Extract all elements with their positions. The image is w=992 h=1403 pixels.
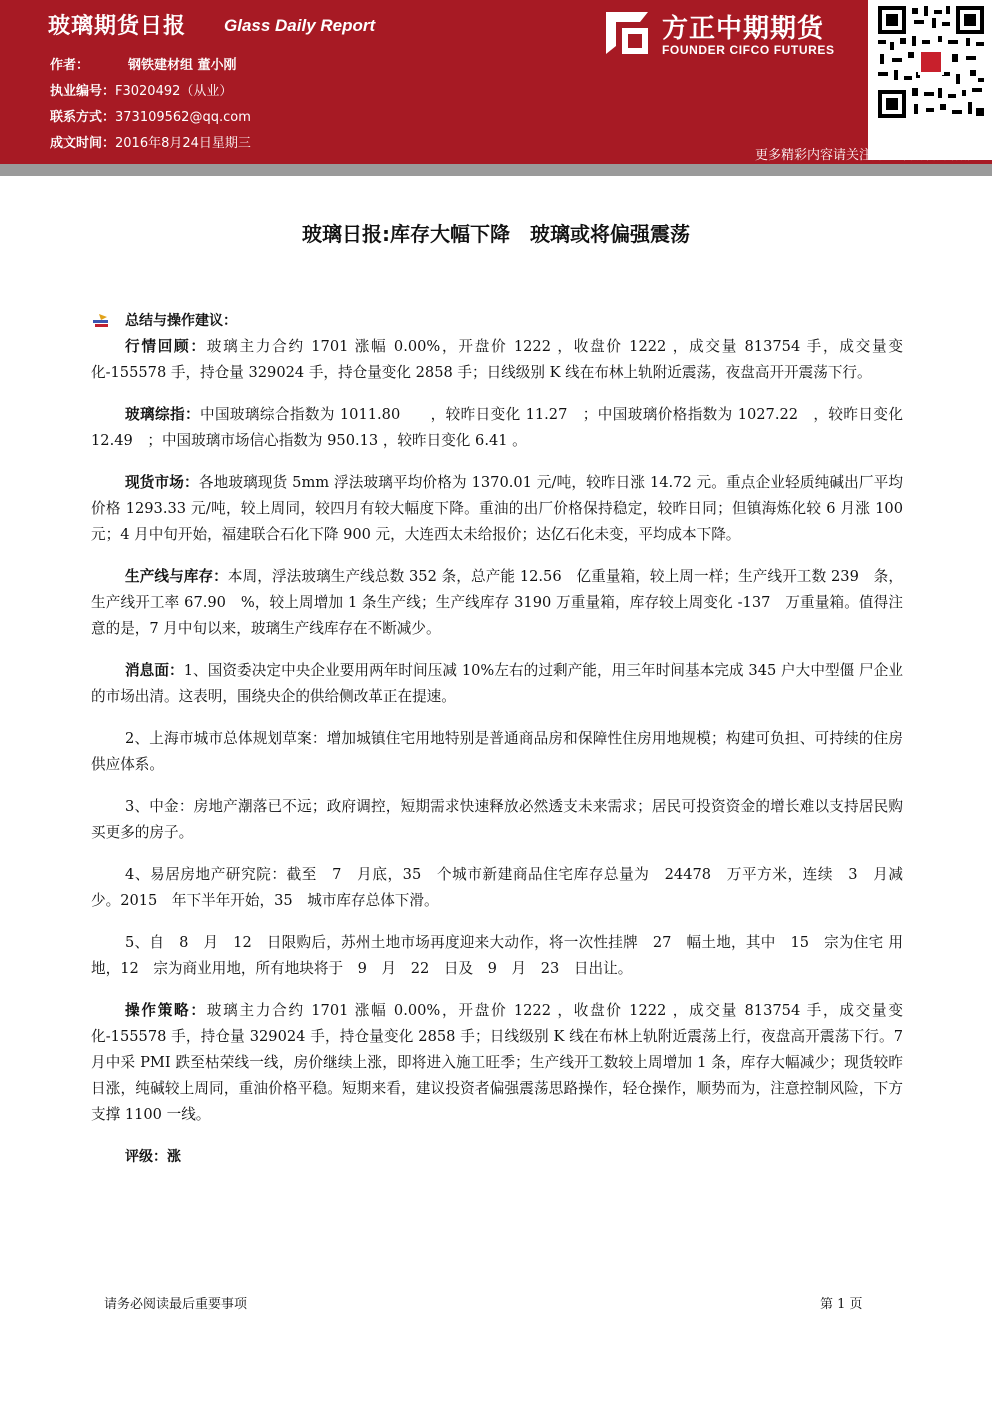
paragraph-news-3	[91, 794, 903, 846]
paragraph-news-1	[91, 658, 903, 710]
qr-code-icon	[876, 4, 986, 120]
header-gray-strip	[0, 164, 992, 176]
report-title-cn: 玻璃期货日报	[48, 14, 187, 39]
paragraph-text: 本周，浮法玻璃生产线总数 352 条，总产能 12.56 亿重量箱，较上周一样；生产线开工数 239 条，生产线开工率 67.90 %，较上周增加 1 条生产线；生产线库存 3190 万重量箱，库存较上周变化 -137 万重量箱。值得注意的是，7 月中旬以来，玻璃生产线库存在不断减少。	[91, 568, 903, 637]
paragraph-strategy	[91, 998, 903, 1128]
page-number: 第 1 页	[820, 1297, 863, 1312]
meta-author-label: 作者：	[50, 58, 90, 73]
paragraph-label: 消息面：	[125, 662, 184, 679]
paragraph-label: 行情回顾：	[125, 338, 207, 355]
paragraph-news-4	[91, 862, 903, 914]
meta-author-value: 钢铁建材组 董小刚	[128, 58, 237, 73]
company-logo	[602, 6, 862, 66]
paragraph-text: 3、中金：房地产潮落已不远；政府调控，短期需求快速释放必然透支未来需求；居民可投资资金的增长难以支持居民购买更多的房子。	[91, 798, 903, 841]
paragraph-label: 玻璃综指：	[125, 406, 200, 423]
footer-disclaimer: 请务必阅读最后重要事项	[104, 1297, 248, 1312]
meta-contact-label: 联系方式：	[50, 110, 116, 125]
bullet-icon	[93, 314, 109, 328]
paragraph-production-inventory	[91, 564, 903, 642]
paragraph-label: 生产线与库存：	[125, 568, 228, 585]
paragraph-text: 4、易居房地产研究院：截至 7 月底，35 个城市新建商品住宅库存总量为 24478 万平方米，连续 3 月减 少。2015 年下半年开始，35 城市库存总体下滑。	[91, 866, 903, 909]
paragraph-text: 玻璃主力合约 1701 涨幅 0.00%，开盘价 1222 ，收盘价 1222 ，成交量 813754 手，成交量变化-155578 手，持仓量 329024 手，持仓量变化 2858 手；日线级别 K 线在布林上轨附近震荡，夜盘高开开震荡下行。	[91, 338, 903, 381]
paragraph-text: 中国玻璃综合指数为 1011.80 ，较昨日变化 11.27 ；中国玻璃价格指数为 1027.22 ，较昨日变化 12.49 ；中国玻璃市场信心指数为 950.13 ，较昨日变化 6.41 。	[91, 406, 903, 449]
rating: 评级：涨	[125, 1149, 181, 1165]
paragraph-text: 各地玻璃现货 5mm 浮法玻璃平均价格为 1370.01 元/吨，较昨日涨 14.72 元。重点企业轻质纯碱出厂平均价格 1293.33 元/吨，较上周同，较四月有较大幅度下降。重油的出厂价格保持稳定，较昨日同；但镇海炼化较 6 月涨 100 元；4 月中旬开始，福建联合石化下降 900 元，大连西太未给报价；达亿石化未变，平均成本下降。	[91, 474, 903, 543]
logo-text-cn: 方正中期期货	[662, 14, 825, 44]
paragraph-label: 现货市场：	[125, 474, 199, 491]
logo-text-en: FOUNDER CIFCO FUTURES	[662, 43, 835, 57]
document-title: 玻璃日报:库存大幅下降 玻璃或将偏强震荡	[302, 222, 690, 246]
paragraph-text: 玻璃主力合约 1701 涨幅 0.00%，开盘价 1222 ，收盘价 1222 ，成交量 813754 手，成交量变化-155578 手，持仓量 329024 手，持仓量变化 2858 手；日线级别 K 线在布林上轨附近震荡上行，夜盘高开震荡下行。7 月中采 PMI 跌至枯荣线一线，房价继续上涨，即将进入施工旺季；生产线开工数较上周增加 1 条，库存大幅减少；现货较昨日涨，纯碱较上周同，重油价格平稳。短期来看，建议投资者偏强震荡思路操作，轻仓操作，顺势而为，注意控制风险，下方支撑 1100 一线。	[91, 1002, 903, 1123]
meta-date	[50, 132, 251, 151]
paragraph-market-review	[91, 334, 903, 386]
meta-license-value: F3020492（从业）	[115, 84, 233, 99]
wechat-qr-code	[868, 0, 992, 126]
paragraph-glass-index	[91, 402, 903, 454]
paragraph-label: 操作策略：	[125, 1002, 207, 1019]
founder-logo-icon	[602, 6, 654, 58]
meta-license	[50, 80, 232, 99]
meta-date-label: 成文时间：	[50, 136, 116, 151]
meta-contact-value: 373109562@qq.com	[115, 110, 251, 125]
paragraph-text: 1、国资委决定中央企业要用两年时间压减 10%左右的过剩产能，用三年时间基本完成 345 户大中型僵 尸企业的市场出清。这表明，围绕央企的供给侧改革正在提速。	[91, 662, 903, 705]
paragraph-news-5	[91, 930, 903, 982]
summary-heading-text: 总结与操作建议：	[125, 313, 237, 329]
paragraph-text: 5、自 8 月 12 日限购后，苏州土地市场再度迎来大动作，将一次性挂牌 27 幅土地，其中 15 宗为住宅 用地，12 宗为商业用地，所有地块将于 9 月 22 日及 9 月 23 日出让。	[91, 934, 903, 977]
paragraph-news-2	[91, 726, 903, 778]
report-header	[0, 0, 992, 178]
paragraph-text: 2、上海市城市总体规划草案：增加城镇住宅用地特别是普通商品房和保障性住房用地规模；构建可负担、可持续的住房供应体系。	[91, 730, 903, 773]
paragraph-spot-market	[91, 470, 903, 548]
up-arrow-icon	[976, 134, 990, 158]
summary-heading	[91, 308, 903, 334]
document-body	[91, 308, 903, 1170]
meta-license-label: 执业编号：	[50, 84, 116, 99]
follow-wechat-text: 更多精彩内容请关注方正中期官方微信	[754, 148, 976, 163]
meta-contact	[50, 106, 251, 125]
meta-author	[50, 54, 237, 73]
report-title-en: Glass Daily Report	[224, 16, 376, 35]
meta-date-value: 2016年8月24日星期三	[115, 136, 251, 151]
